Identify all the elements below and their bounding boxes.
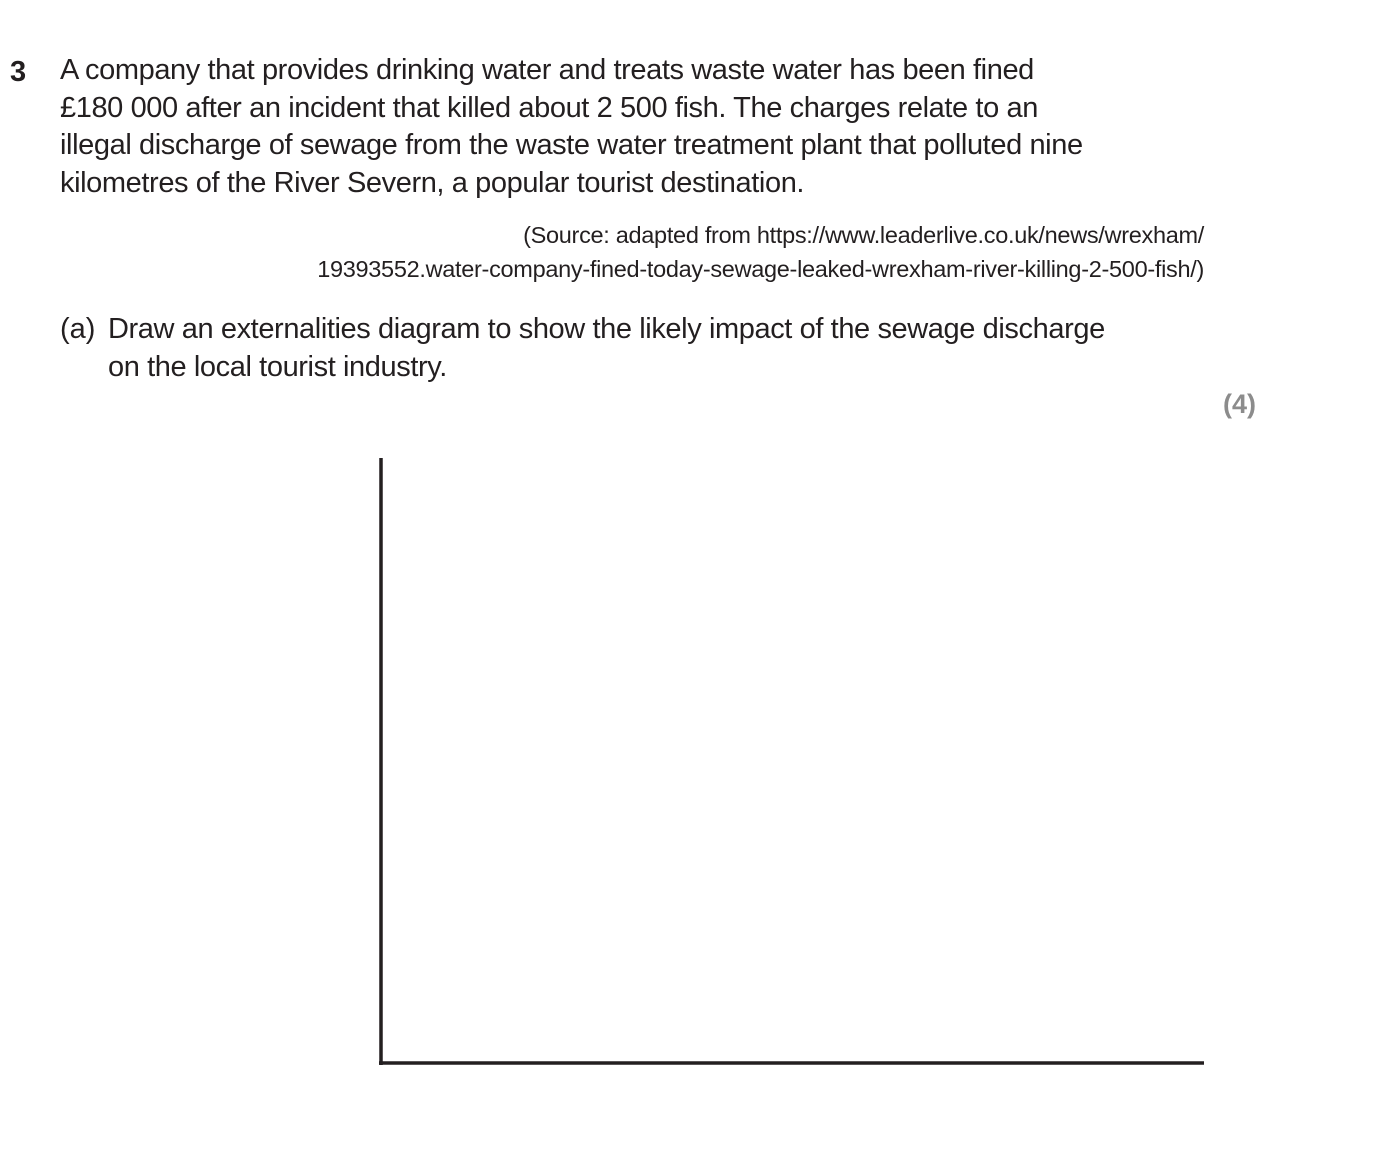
question-line: A company that provides drinking water and treats waste water has been fined <box>60 54 1034 86</box>
part-a-label: (a) <box>60 313 96 345</box>
question-number: 3 <box>10 56 27 88</box>
question-line: kilometres of the River Severn, a popular tourist destination. <box>60 166 805 199</box>
source-line: (Source: adapted from https://www.leaderlive.co.uk/news/wrexham/ <box>523 222 1204 248</box>
question-line: illegal discharge of sewage from the waste water treatment plant that polluted nine <box>60 129 1083 161</box>
part-a-line: on the local tourist industry. <box>108 351 447 383</box>
question-line: £180 000 after an incident that killed about 2 500 fish. The charges relate to an <box>60 91 1038 124</box>
part-a-line: Draw an externalities diagram to show the likely impact of the sewage discharge <box>108 313 1105 345</box>
source-line: 19393552.water-company-fined-today-sewage-leaked-wrexham-river-killing-2-500-fish/) <box>317 256 1204 282</box>
marks-indicator: (4) <box>1223 389 1256 419</box>
